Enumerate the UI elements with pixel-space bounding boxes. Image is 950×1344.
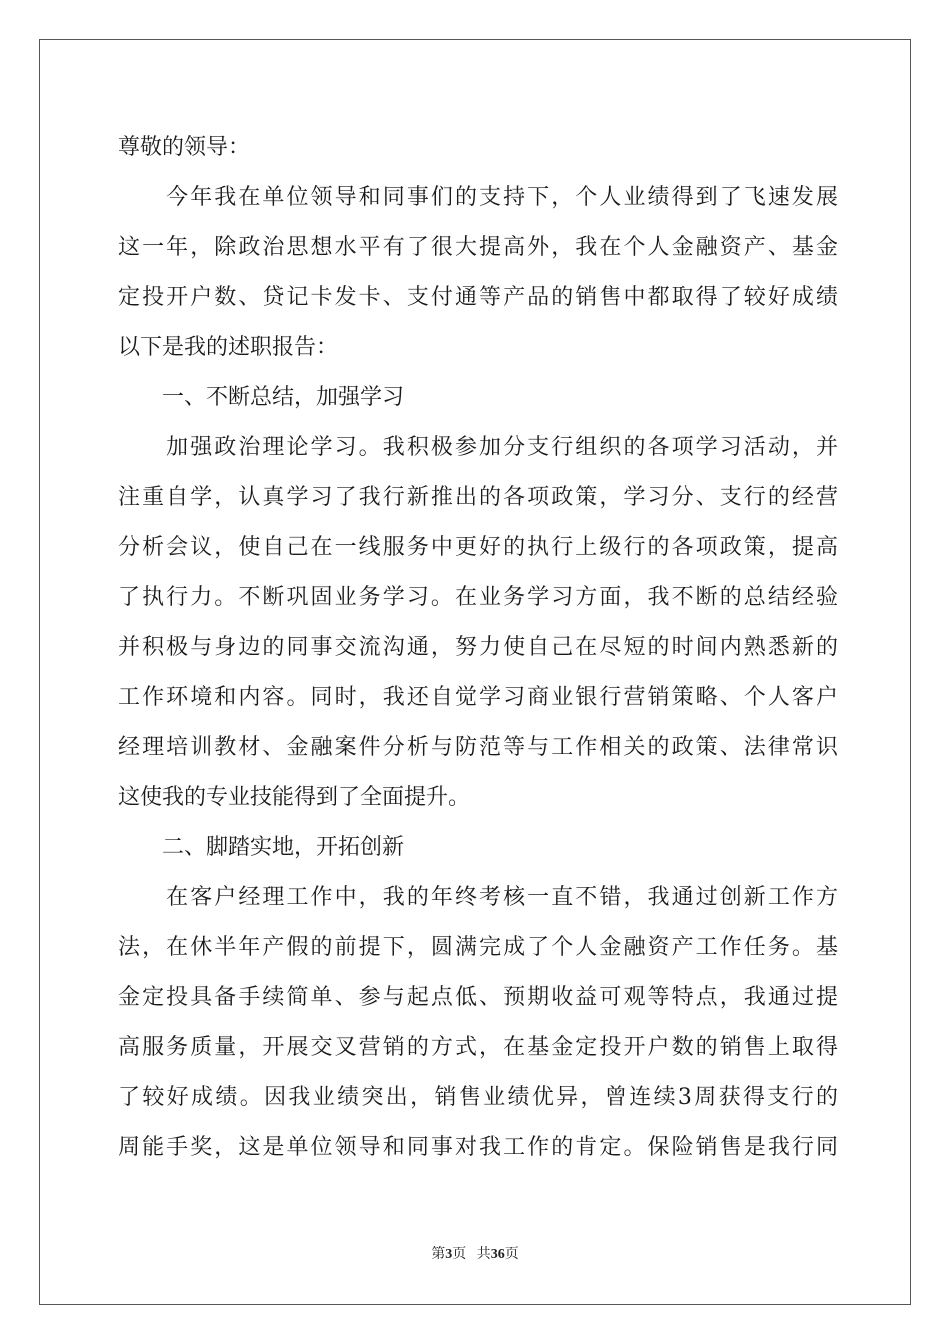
body-line: 周能手奖，这是单位领导和同事对我工作的肯定。保险销售是我行同 [118,1135,838,1160]
salutation: 尊敬的领导： [118,135,251,160]
body-line: 工作环境和内容。同时，我还自觉学习商业银行营销策略、个人客户 [118,685,838,710]
body-line: 在客户经理工作中，我的年终考核一直不错，我通过创新工作方 [118,885,838,910]
body-line: 以下是我的述职报告： [118,335,339,360]
total-unit: 页 [504,1247,519,1262]
body-line: 了执行力。不断巩固业务学习。在业务学习方面，我不断的总结经验 [118,585,838,610]
total-page-count: 36 [490,1247,505,1262]
section-heading-1: 一、不断总结，加强学习 [118,385,405,410]
body-line: 这一年，除政治思想水平有了很大提高外，我在个人金融资产、基金 [118,235,838,260]
body-line: 这使我的专业技能得到了全面提升。 [118,785,471,810]
body-line: 了较好成绩。因我业绩突出，销售业绩优异，曾连续3周获得支行的 [118,1085,838,1110]
page-footer [0,1243,950,1263]
body-line: 分析会议，使自己在一线服务中更好的执行上级行的各项政策，提高 [118,535,838,560]
page-prefix: 第 [431,1247,446,1262]
body-line: 注重自学，认真学习了我行新推出的各项政策，学习分、支行的经营 [118,485,838,510]
body-line: 高服务质量，开展交叉营销的方式，在基金定投开户数的销售上取得 [118,1035,838,1060]
page-border [39,39,911,1305]
body-line: 金定投具备手续简单、参与起点低、预期收益可观等特点，我通过提 [118,985,838,1010]
body-line: 经理培训教材、金融案件分析与防范等与工作相关的政策、法律常识 [118,735,838,760]
section-heading-2: 二、脚踏实地，开拓创新 [118,835,405,860]
current-page-number: 3 [445,1247,453,1262]
body-line: 法，在休半年产假的前提下，圆满完成了个人金融资产工作任务。基 [118,935,838,960]
body-line: 今年我在单位领导和同事们的支持下，个人业绩得到了飞速发展 [118,185,838,210]
body-line: 定投开户数、贷记卡发卡、支付通等产品的销售中都取得了较好成绩 [118,285,838,310]
total-prefix: 共 [476,1247,491,1262]
page-unit: 页 [452,1247,467,1262]
body-line: 并积极与身边的同事交流沟通，努力使自己在尽短的时间内熟悉新的 [118,635,838,660]
body-line: 加强政治理论学习。我积极参加分支行组织的各项学习活动，并 [118,435,838,460]
